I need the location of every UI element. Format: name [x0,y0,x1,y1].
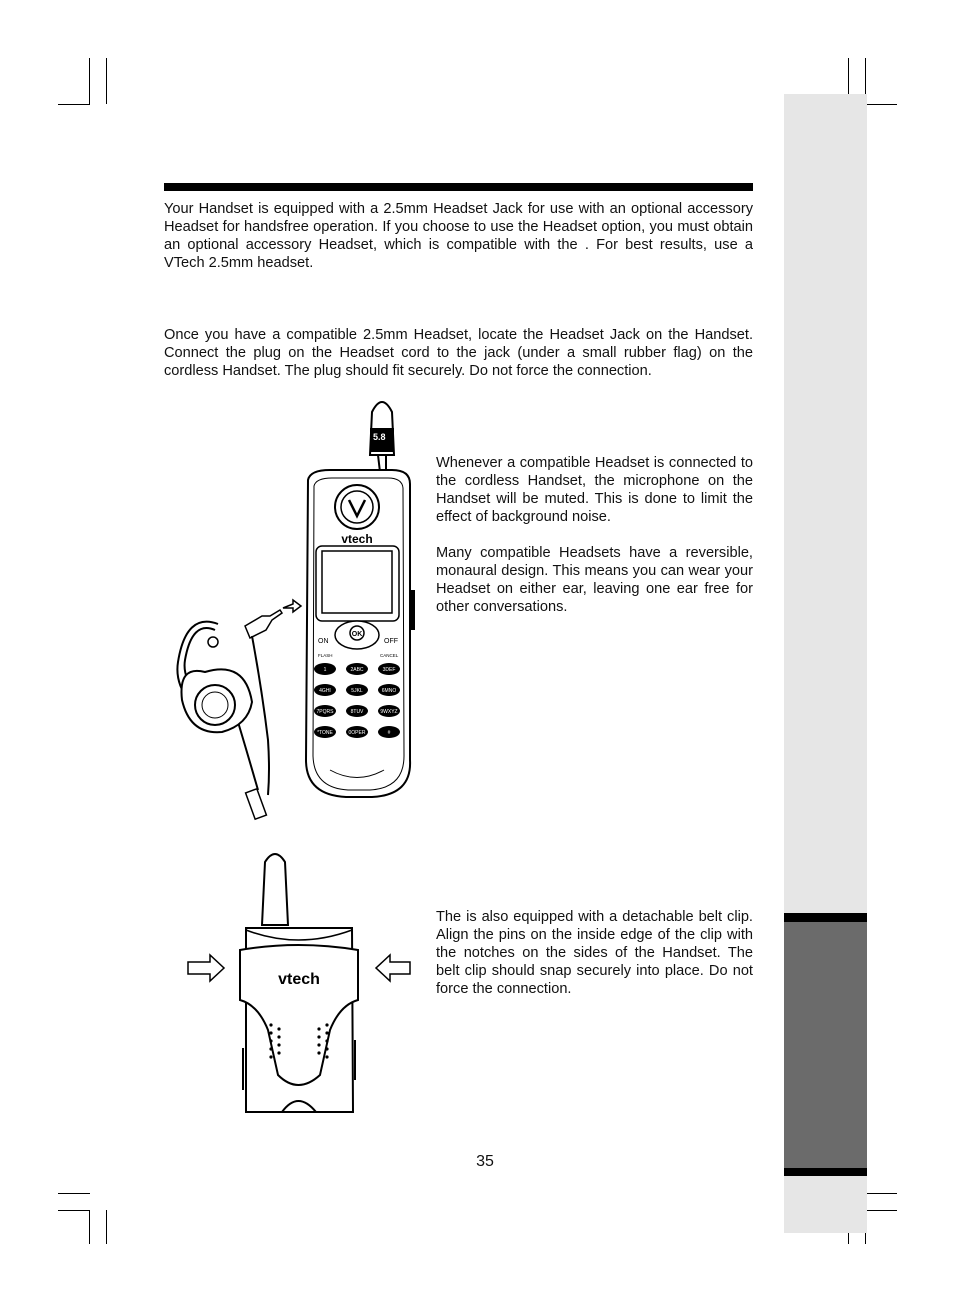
handset-headset-illustration [175,395,425,825]
key-label: 9WXYZ [380,709,398,715]
monaural-text: Many compatible Headsets have a reversible, monaural design. This means you can wear your Headset on either ear, leaving one ear free for other conversations. [436,545,753,615]
key-label: *TONE [317,730,333,736]
crop-mark [58,1193,90,1194]
ok-key-label: OK [351,631,363,638]
crop-mark [865,1193,897,1194]
key-label: # [387,730,391,736]
clip-brand: vtech [278,971,320,988]
connect-text: Once you have a compatible 2.5mm Headset, locate the Headset Jack on the Handset. Connect the plug on the Headset cord to the jack (under a small rubber flag) on the cordless Handset. The plug should fit securely. Do not force the connection. [164,327,753,379]
jack-arrow [283,600,301,612]
clip-antenna [262,854,288,925]
crop-mark [865,1210,897,1211]
crop-mark [58,1210,90,1211]
on-key-label: ON [318,638,329,645]
cancel-label: CANCEL [380,653,399,658]
crop-mark [106,1210,107,1244]
off-key-label: OFF [384,638,398,645]
key-label: 4GHI [319,688,331,694]
key-label: 5JKL [351,688,363,694]
beltclip-text: The is also equipped with a detachable belt clip. Align the pins on the inside edge of the clip with the notches on the sides of the Handset. The belt clip should snap securely into place. Do not force the connection. [436,909,753,997]
intro-text: Your Handset is equipped with a 2.5mm Headset Jack for use with an optional accessory Headset for handsfree operation. If you choose to use the Headset option, you must obtain an optional accessory Headset, which is compatible with the . For best results, use a VTech 2.5mm headset. [164,201,753,271]
key-label: 8TUV [350,709,364,715]
intro-paragraph [164,200,753,272]
crop-mark [89,1210,90,1244]
section-tab-border [784,1168,867,1176]
right-arrow [376,955,410,981]
beltclip-paragraph [436,908,753,998]
antenna-badge-text: 5.8 [373,432,386,442]
section-tab [784,922,867,1168]
handset-screen [322,551,392,613]
heading-rule [164,183,753,191]
section-tab-border [784,913,867,922]
left-arrow [188,955,224,981]
belt-clip-illustration [186,848,412,1114]
mute-text: Whenever a compatible Headset is connected to the cordless Handset, the microphone on the Handset will be muted. This is done to limit the effect of background noise. [436,455,753,525]
connect-paragraph [164,326,753,380]
page-number: 35 [476,1153,494,1170]
monaural-paragraph [436,544,753,616]
crop-mark [106,58,107,104]
key-label: 3DEF [382,667,396,673]
crop-mark [58,104,90,105]
mute-paragraph [436,454,753,526]
crop-mark [89,58,90,104]
flash-label: FLASH [318,653,333,658]
key-label: 6MNO [381,688,397,694]
headset-cord [252,636,269,795]
headset-speaker [195,685,235,725]
key-label: 0OPER [348,730,366,736]
key-label: 7PQRS [316,709,334,715]
handset-brand: vtech [341,532,373,546]
key-label: 2ABC [350,667,364,673]
key-label: 1 [323,667,327,673]
headset-plug [245,610,282,638]
crop-mark [865,104,897,105]
